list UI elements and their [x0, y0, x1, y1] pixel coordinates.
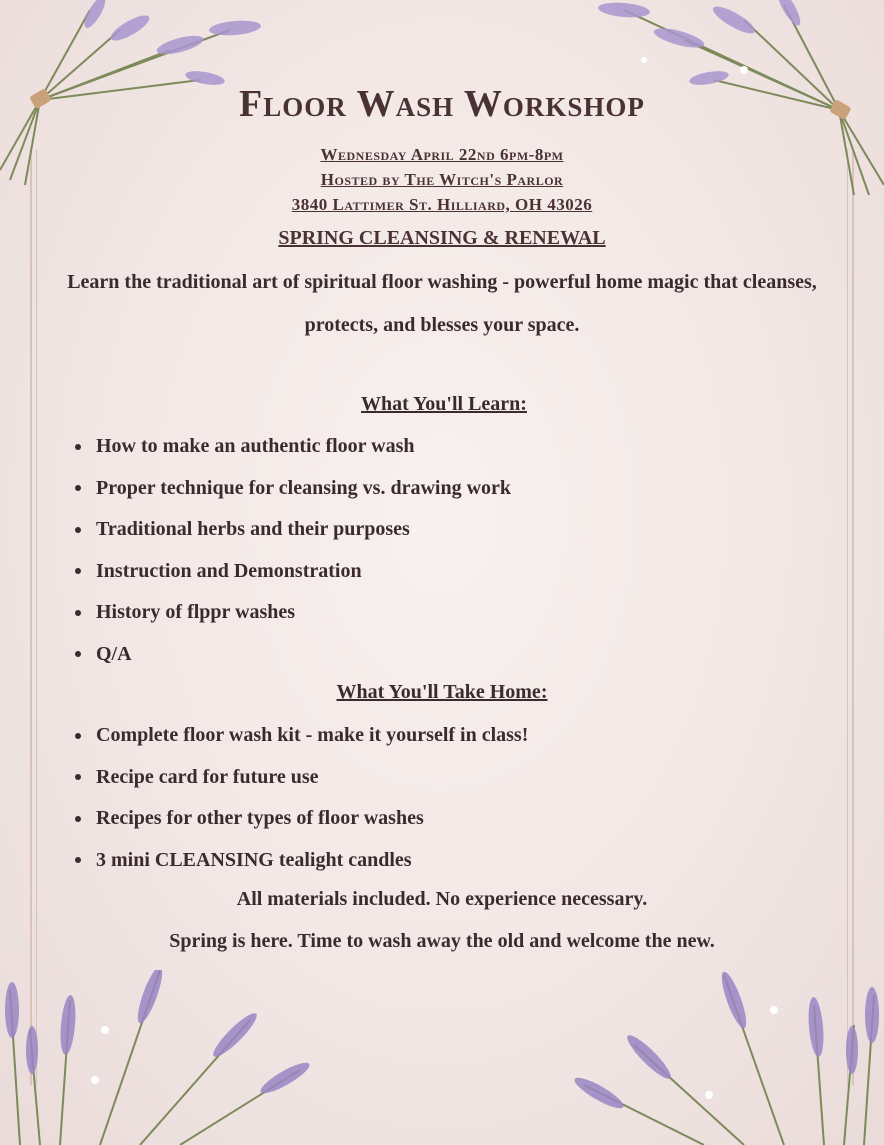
list-item — [70, 592, 511, 634]
list-item-text: Traditional herbs and their purposes — [96, 518, 410, 540]
event-details — [0, 142, 884, 217]
bullet-icon — [75, 444, 81, 450]
bullet-icon — [75, 816, 81, 822]
lavender-sprigs-bottom-right-icon — [524, 965, 884, 1145]
list-item-text: How to make an authentic floor wash — [96, 435, 415, 457]
list-item — [70, 840, 528, 882]
list-item-text: Recipe card for future use — [96, 765, 319, 788]
intro-text: Learn the traditional art of spiritual floor washing - powerful home magic that cleanses, protects, and blesses your space. — [67, 271, 817, 336]
subtitle: SPRING CLEANSING & RENEWAL — [278, 227, 606, 249]
page-title: Floor Wash Workshop — [239, 83, 645, 125]
event-date: Wednesday April 22nd 6pm-8pm — [320, 145, 564, 164]
bullet-icon — [75, 733, 81, 739]
list-item — [70, 426, 511, 468]
bullet-icon — [75, 568, 81, 574]
take-home-list — [70, 715, 528, 881]
list-item-text: Q/A — [96, 642, 132, 665]
event-host: Hosted by The Witch's Parlor — [320, 170, 564, 189]
list-item-text: Instruction and Demonstration — [96, 559, 362, 582]
bullet-icon — [75, 485, 81, 491]
event-address: 3840 Lattimer St. Hilliard, OH 43026 — [291, 195, 593, 214]
list-item-text: History of flppr washes — [96, 601, 296, 623]
take-home-heading: What You'll Take Home: — [336, 681, 548, 703]
list-item — [70, 757, 528, 799]
list-item-text: Recipes for other types of floor washes — [96, 807, 424, 829]
list-item — [70, 634, 511, 676]
list-item-text: 3 mini CLEANSING tealight candles — [96, 848, 412, 871]
list-item — [70, 715, 528, 757]
spring-tagline: Spring is here. Time to wash away the old and welcome the new. — [169, 930, 715, 952]
list-item-text: Proper technique for cleansing vs. drawing work — [96, 476, 512, 499]
list-item — [70, 509, 511, 551]
learn-list — [70, 426, 511, 675]
list-item — [70, 468, 511, 510]
bullet-icon — [75, 651, 81, 657]
learn-heading: What You'll Learn: — [361, 393, 527, 415]
bullet-icon — [75, 610, 81, 616]
bullet-icon — [75, 857, 81, 863]
materials-note: All materials included. No experience necessary. — [236, 888, 648, 910]
lavender-sprigs-bottom-left-icon — [0, 970, 330, 1145]
bullet-icon — [75, 774, 81, 780]
list-item-text: Complete floor wash kit - make it yourself in class! — [96, 724, 529, 746]
list-item — [70, 551, 511, 593]
bullet-icon — [75, 527, 81, 533]
list-item — [70, 798, 528, 840]
